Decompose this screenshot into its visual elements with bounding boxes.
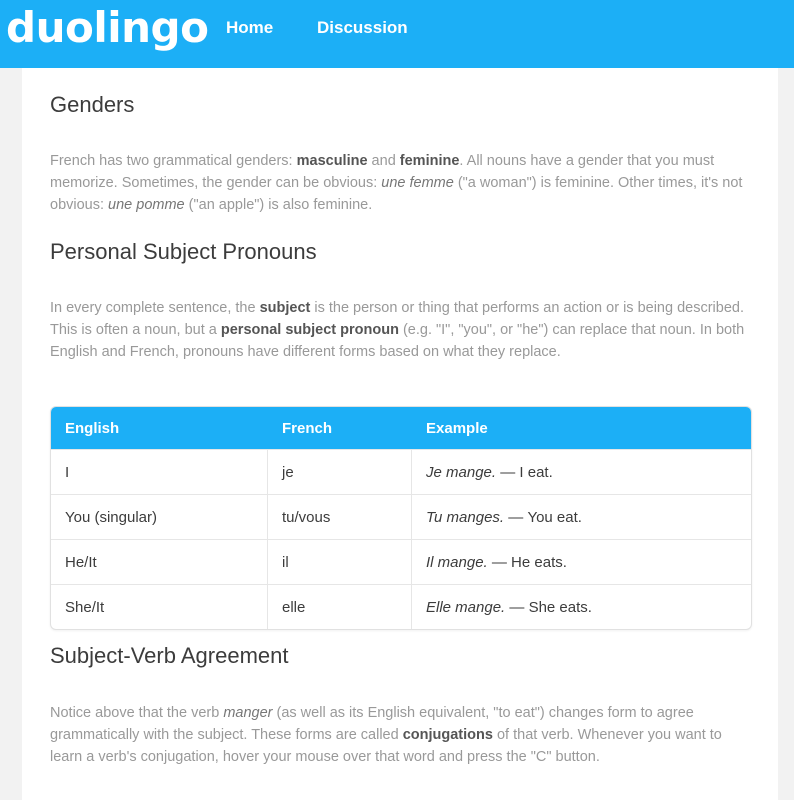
cell-example: Tu manges. — You eat. <box>411 495 751 539</box>
agreement-heading: Subject-Verb Agreement <box>50 643 289 668</box>
nav-home-link[interactable]: Home <box>226 18 274 37</box>
table-header-row <box>51 407 751 449</box>
table-row <box>51 539 751 584</box>
pronoun-table <box>50 406 752 630</box>
cell-english: He/It <box>65 553 97 571</box>
agreement-paragraph: Notice above that the verb manger (as well as its English equivalent, "to eat") changes form to agree grammatically with the subject. These forms are called conjugations of that verb. Whenever you want to learn a verb's conjugation, hover your mouse over that word and press the "C" button. <box>50 705 722 765</box>
table-header-english: English <box>65 419 120 437</box>
cell-example: Il mange. — He eats. <box>411 540 751 584</box>
cell-french: il <box>267 540 411 584</box>
genders-heading: Genders <box>50 92 135 117</box>
pronouns-heading: Personal Subject Pronouns <box>50 239 317 264</box>
cell-example: Je mange. — I eat. <box>411 450 751 494</box>
cell-english: She/It <box>65 598 105 616</box>
table-row <box>51 449 751 494</box>
table-header-example: Example <box>426 419 488 437</box>
nav-discussion-link[interactable]: Discussion <box>317 18 408 37</box>
cell-english: You (singular) <box>65 508 157 526</box>
tips-notes-content <box>22 68 778 800</box>
table-row <box>51 494 751 539</box>
cell-french: tu/vous <box>267 495 411 539</box>
duolingo-logo[interactable]: duolingo <box>6 3 209 52</box>
cell-english: I <box>65 463 70 481</box>
genders-paragraph: French has two grammatical genders: masculine and feminine. All nouns have a gender that you must memorize. Sometimes, the gender can be obvious: une femme ("a woman") is feminine. Other times, it's not obvious: une pomme ("an apple") is also feminine. <box>50 153 743 213</box>
table-row <box>51 584 751 629</box>
pronouns-paragraph: In every complete sentence, the subject is the person or thing that performs an action or is being described. This is often a noun, but a personal subject pronoun (e.g. "I", "you", or "he") can replace that noun. In both English and French, pronouns have different forms based on what they replace. <box>50 300 745 360</box>
cell-example: Elle mange. — She eats. <box>411 585 751 629</box>
cell-french: je <box>267 450 411 494</box>
top-nav-bar <box>0 0 794 68</box>
table-header-french: French <box>282 419 333 437</box>
cell-french: elle <box>267 585 411 629</box>
